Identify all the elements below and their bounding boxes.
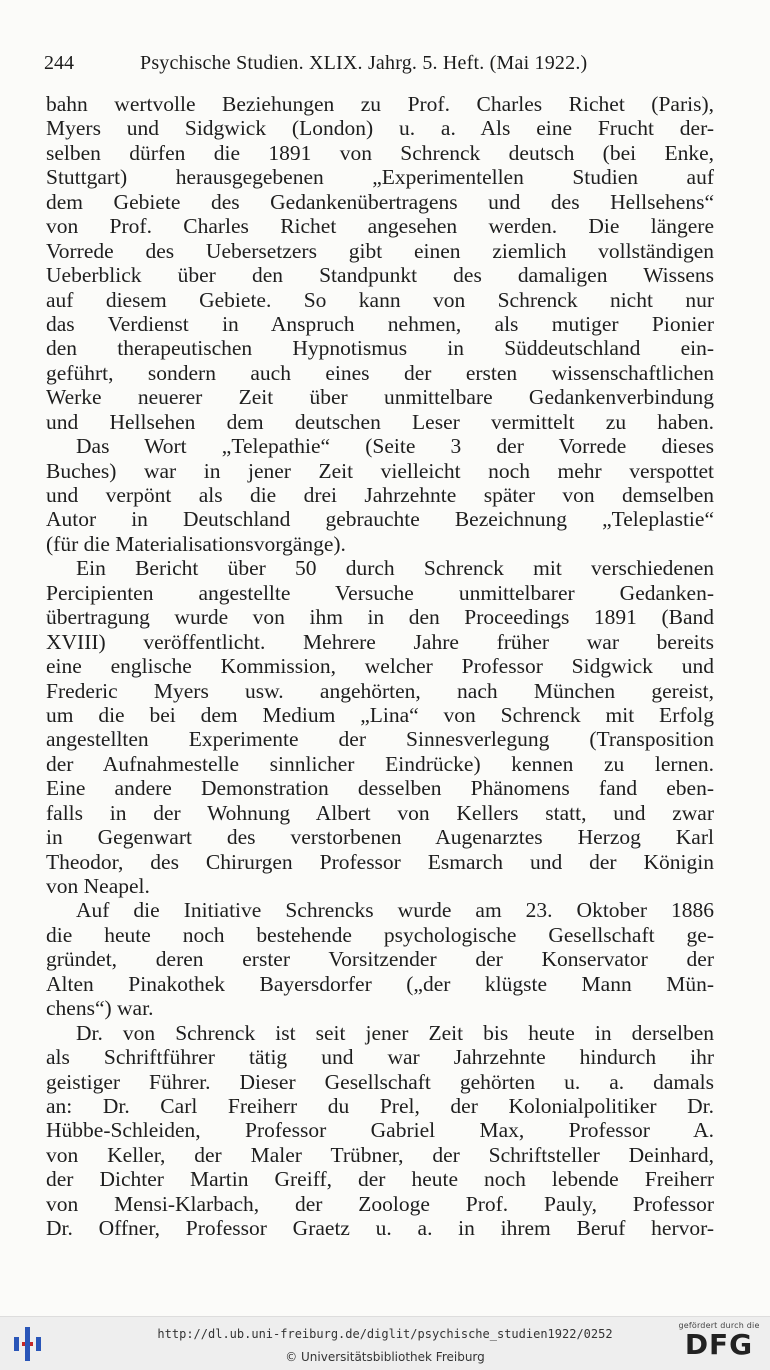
text-line: und verpönt als die drei Jahrzehnte später von demselben [46,483,714,507]
text-line: von Mensi-Klarbach, der Zoologe Prof. Pauly, Professor [46,1191,714,1216]
paragraph-5 [46,1021,714,1241]
text-line: falls in der Wohnung Albert von Kellers statt, und zwar [46,800,714,825]
text-line: bahn wertvolle Beziehungen zu Prof. Charles Richet (Paris), [46,92,714,116]
text-line: Eine andere Demonstration desselben Phänomens fand eben- [46,776,714,801]
text-line: geführt, sondern auch eines der ersten wissenschaftlichen [46,360,714,385]
text-line: gründet, deren erster Vorsitzender der Konservator der [46,947,714,972]
text-line: Myers und Sidgwick (London) u. a. Als eine Frucht der- [46,116,714,141]
text-line: das Verdienst in Anspruch nehmen, als mutiger Pionier [46,311,714,336]
text-line: Hübbe-Schleiden, Professor Gabriel Max, Professor A. [46,1118,714,1143]
text-line: übertragung wurde von ihm in den Proceedings 1891 (Band [46,605,714,630]
copyright-notice: © Universitätsbibliothek Freiburg [285,1350,485,1364]
text-line: um die bei dem Medium „Lina“ von Schrenck mit Erfolg [46,702,714,727]
dfg-logo-text: DFG [684,1328,754,1361]
dfg-logo [676,1321,762,1367]
permalink-url[interactable]: http://dl.ub.uni-freiburg.de/diglit/psychische_studien1922/0252 [157,1327,613,1341]
text-line: Percipienten angestellte Versuche unmittelbarer Gedanken- [46,580,714,605]
text-line: Ueberblick über den Standpunkt des damaligen Wissens [46,263,714,288]
text-line: Autor in Deutschland gebrauchte Bezeichnung „Teleplastie“ [46,507,714,532]
text-line: dem Gebiete des Gedankenübertragens und des Hellsehens“ [46,189,714,214]
text-line: als Schriftführer tätig und war Jahrzehnte hindurch ihr [46,1045,714,1070]
text-line: Dr. von Schrenck ist seit jener Zeit bis heute in derselben [76,1020,714,1045]
text-line: und Hellsehen dem deutschen Leser vermittelt zu haben. [46,409,714,434]
text-line: Stuttgart) herausgegebenen „Experimentellen Studien auf [46,165,714,190]
text-line: den therapeutischen Hypnotismus in Süddeutschland ein- [46,336,714,361]
text-line: in Gegenwart des verstorbenen Augenarztes Herzog Karl [46,825,714,850]
text-line: Alten Pinakothek Bayersdorfer („der klügste Mann Mün- [46,971,714,996]
paragraph-3 [46,556,714,898]
text-line: Ein Bericht über 50 durch Schrenck mit verschiedenen [76,556,714,581]
text-line: auf diesem Gebiete. So kann von Schrenck nicht nur [46,287,714,312]
text-line: Buches) war in jener Zeit vielleicht noch mehr verspottet [46,458,714,483]
paragraph-2 [46,434,714,556]
text-line: von Keller, der Maler Trübner, der Schriftsteller Deinhard, [46,1142,714,1167]
text-line: Das Wort „Telepathie“ (Seite 3 der Vorrede dieses [76,434,714,459]
page-number: 244 [44,52,74,74]
paragraph-1 [46,92,714,434]
text-line: eine englische Kommission, welcher Professor Sidgwick und [46,654,714,679]
text-line: der Dichter Martin Greiff, der heute noch lebende Freiherr [46,1167,714,1192]
text-line: selben dürfen die 1891 von Schrenck deutsch (bei Enke, [46,140,714,165]
text-line: Dr. Offner, Professor Graetz u. a. in ihrem Beruf hervor- [46,1216,714,1241]
viewer-footer [0,1316,770,1370]
text-line: angestellten Experimente der Sinnesverlegung (Transposition [46,727,714,752]
text-line: die heute noch bestehende psychologische Gesellschaft ge- [46,922,714,947]
text-line: von Prof. Charles Richet angesehen werden. Die längere [46,214,714,239]
text-line: Theodor, des Chirurgen Professor Esmarch und der Königin [46,849,714,874]
text-line: Auf die Initiative Schrencks wurde am 23. Oktober 1886 [76,898,714,923]
dfg-funding-note: gefördert durch die [678,1321,760,1330]
text-line: Frederic Myers usw. angehörten, nach München gereist, [46,678,714,703]
running-head: Psychische Studien. XLIX. Jahrg. 5. Heft. (Mai 1922.) [140,52,588,74]
text-line: chens“) war. [46,996,154,1021]
text-line: geistiger Führer. Dieser Gesellschaft gehörten u. a. damals [46,1069,714,1094]
text-line: der Aufnahmestelle sinnlicher Eindrücke) kennen zu lernen. [46,751,714,776]
text-line: an: Dr. Carl Freiherr du Prel, der Kolonialpolitiker Dr. [46,1093,714,1118]
text-line: von Neapel. [46,874,150,898]
text-line: Vorrede des Uebersetzers gibt einen ziemlich vollständigen [46,238,714,263]
text-line: XVIII) veröffentlicht. Mehrere Jahre früher war bereits [46,629,714,654]
page-header [44,52,714,82]
text-line: Werke neuerer Zeit über unmittelbare Gedankenverbindung [46,385,714,410]
body-text [46,92,714,1241]
text-line: (für die Materialisationsvorgänge). [46,531,346,556]
paragraph-4 [46,898,714,1020]
